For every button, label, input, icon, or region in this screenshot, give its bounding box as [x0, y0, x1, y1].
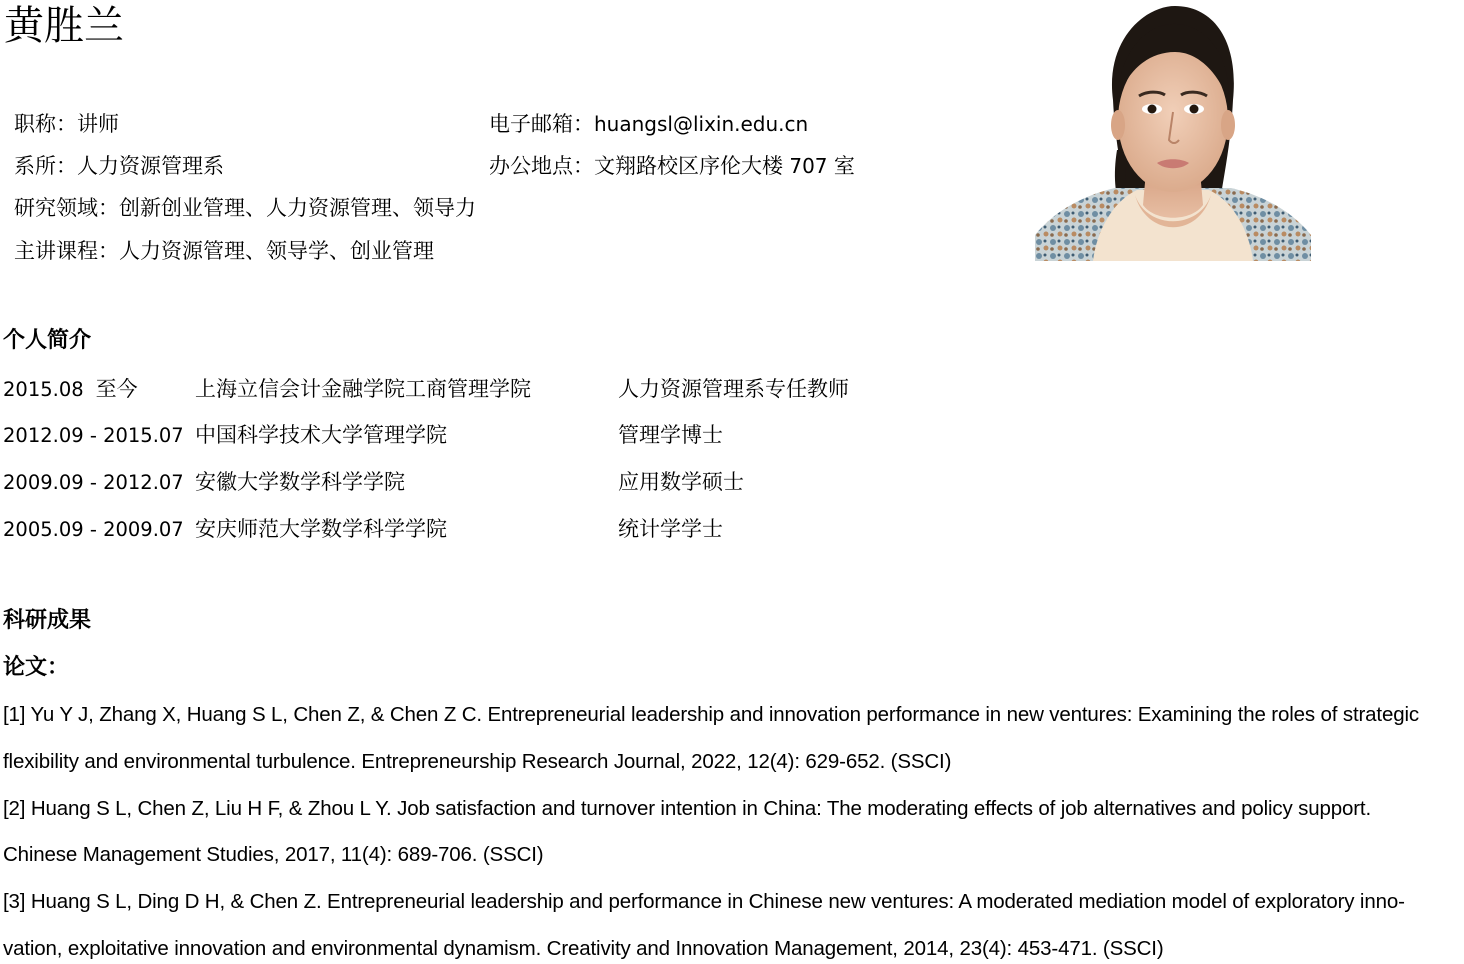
email-label: 电子邮箱： — [489, 112, 594, 136]
courses-label: 主讲课程： — [14, 239, 119, 263]
bio-row-3-date — [3, 467, 184, 498]
email-row — [489, 110, 808, 138]
bio-row-3-role: 应用数学硕士 — [618, 470, 744, 494]
bio-row-1-date-value: 2015.08 — [3, 378, 84, 401]
department-label: 系所： — [14, 154, 77, 178]
person-name: 黄胜兰 — [4, 3, 124, 49]
research-area-label: 研究领域： — [14, 196, 119, 220]
title-row — [14, 110, 119, 138]
bio-row-2-date-value: 2012.09 - 2015.07 — [3, 424, 184, 447]
research-area-row — [14, 194, 476, 222]
office-value-room: 室 — [833, 154, 855, 178]
publication-2-line-1: [2] Huang S L, Chen Z, Liu H F, & Zhou L Y. Job satisfaction and turnover intention in China: The moderating effects of job alternatives and policy support. — [3, 797, 1372, 820]
office-value-building: 文翔路校区序伦大楼 — [594, 154, 783, 178]
office-label: 办公地点： — [489, 154, 594, 178]
portrait-photo — [1035, 0, 1311, 261]
publication-3-line-2: vation, exploitative innovation and environmental dynamism. Creativity and Innovation Management, 2014, 23(4): 453-471. (SSCI) — [3, 937, 1164, 960]
publication-2-line-2: Chinese Management Studies, 2017, 11(4): 689-706. (SSCI) — [3, 843, 544, 866]
bio-row-3-date-value: 2009.09 - 2012.07 — [3, 471, 184, 494]
title-value: 讲师 — [77, 112, 119, 136]
bio-row-4-date-value: 2005.09 - 2009.07 — [3, 518, 184, 541]
bio-row-3-institution: 安徽大学数学科学学院 — [195, 470, 405, 494]
office-value-number: 707 — [783, 154, 834, 178]
papers-label: 论文： — [3, 655, 70, 680]
office-row — [489, 152, 855, 180]
bio-heading: 个人简介 — [3, 328, 92, 353]
portrait-svg — [1035, 0, 1311, 261]
department-row — [14, 152, 224, 180]
publication-1-line-2: flexibility and environmental turbulence. Entrepreneurship Research Journal, 2022, 12(4): 629-652. (SSCI) — [3, 750, 952, 773]
bio-row-2-institution: 中国科学技术大学管理学院 — [195, 423, 447, 447]
bio-row-1-institution: 上海立信会计金融学院工商管理学院 — [195, 377, 531, 401]
department-value: 人力资源管理系 — [77, 154, 224, 178]
bio-row-1-date-suffix: 至今 — [95, 377, 138, 401]
courses-row — [14, 237, 434, 265]
title-label: 职称： — [14, 112, 77, 136]
bio-row-1-role: 人力资源管理系专任教师 — [618, 377, 849, 401]
bio-row-2-date — [3, 420, 184, 451]
bio-row-4-role: 统计学学士 — [618, 517, 723, 541]
research-heading: 科研成果 — [3, 608, 92, 633]
bio-row-4-institution: 安庆师范大学数学科学学院 — [195, 517, 447, 541]
bio-row-4-date — [3, 514, 184, 545]
bio-row-1-date — [3, 374, 138, 405]
publication-3-line-1: [3] Huang S L, Ding D H, & Chen Z. Entrepreneurial leadership and performance in Chinese new ventures: A moderated mediation model of exploratory inno- — [3, 890, 1405, 913]
bio-row-2-role: 管理学博士 — [618, 423, 723, 447]
publication-1-line-1: [1] Yu Y J, Zhang X, Huang S L, Chen Z, & Chen Z C. Entrepreneurial leadership and innovation performance in new ventures: Examining the roles of strategic — [3, 703, 1419, 726]
research-area-value: 创新创业管理、人力资源管理、领导力 — [119, 196, 476, 220]
courses-value: 人力资源管理、领导学、创业管理 — [119, 239, 434, 263]
email-link[interactable]: huangsl@lixin.edu.cn — [594, 112, 809, 136]
